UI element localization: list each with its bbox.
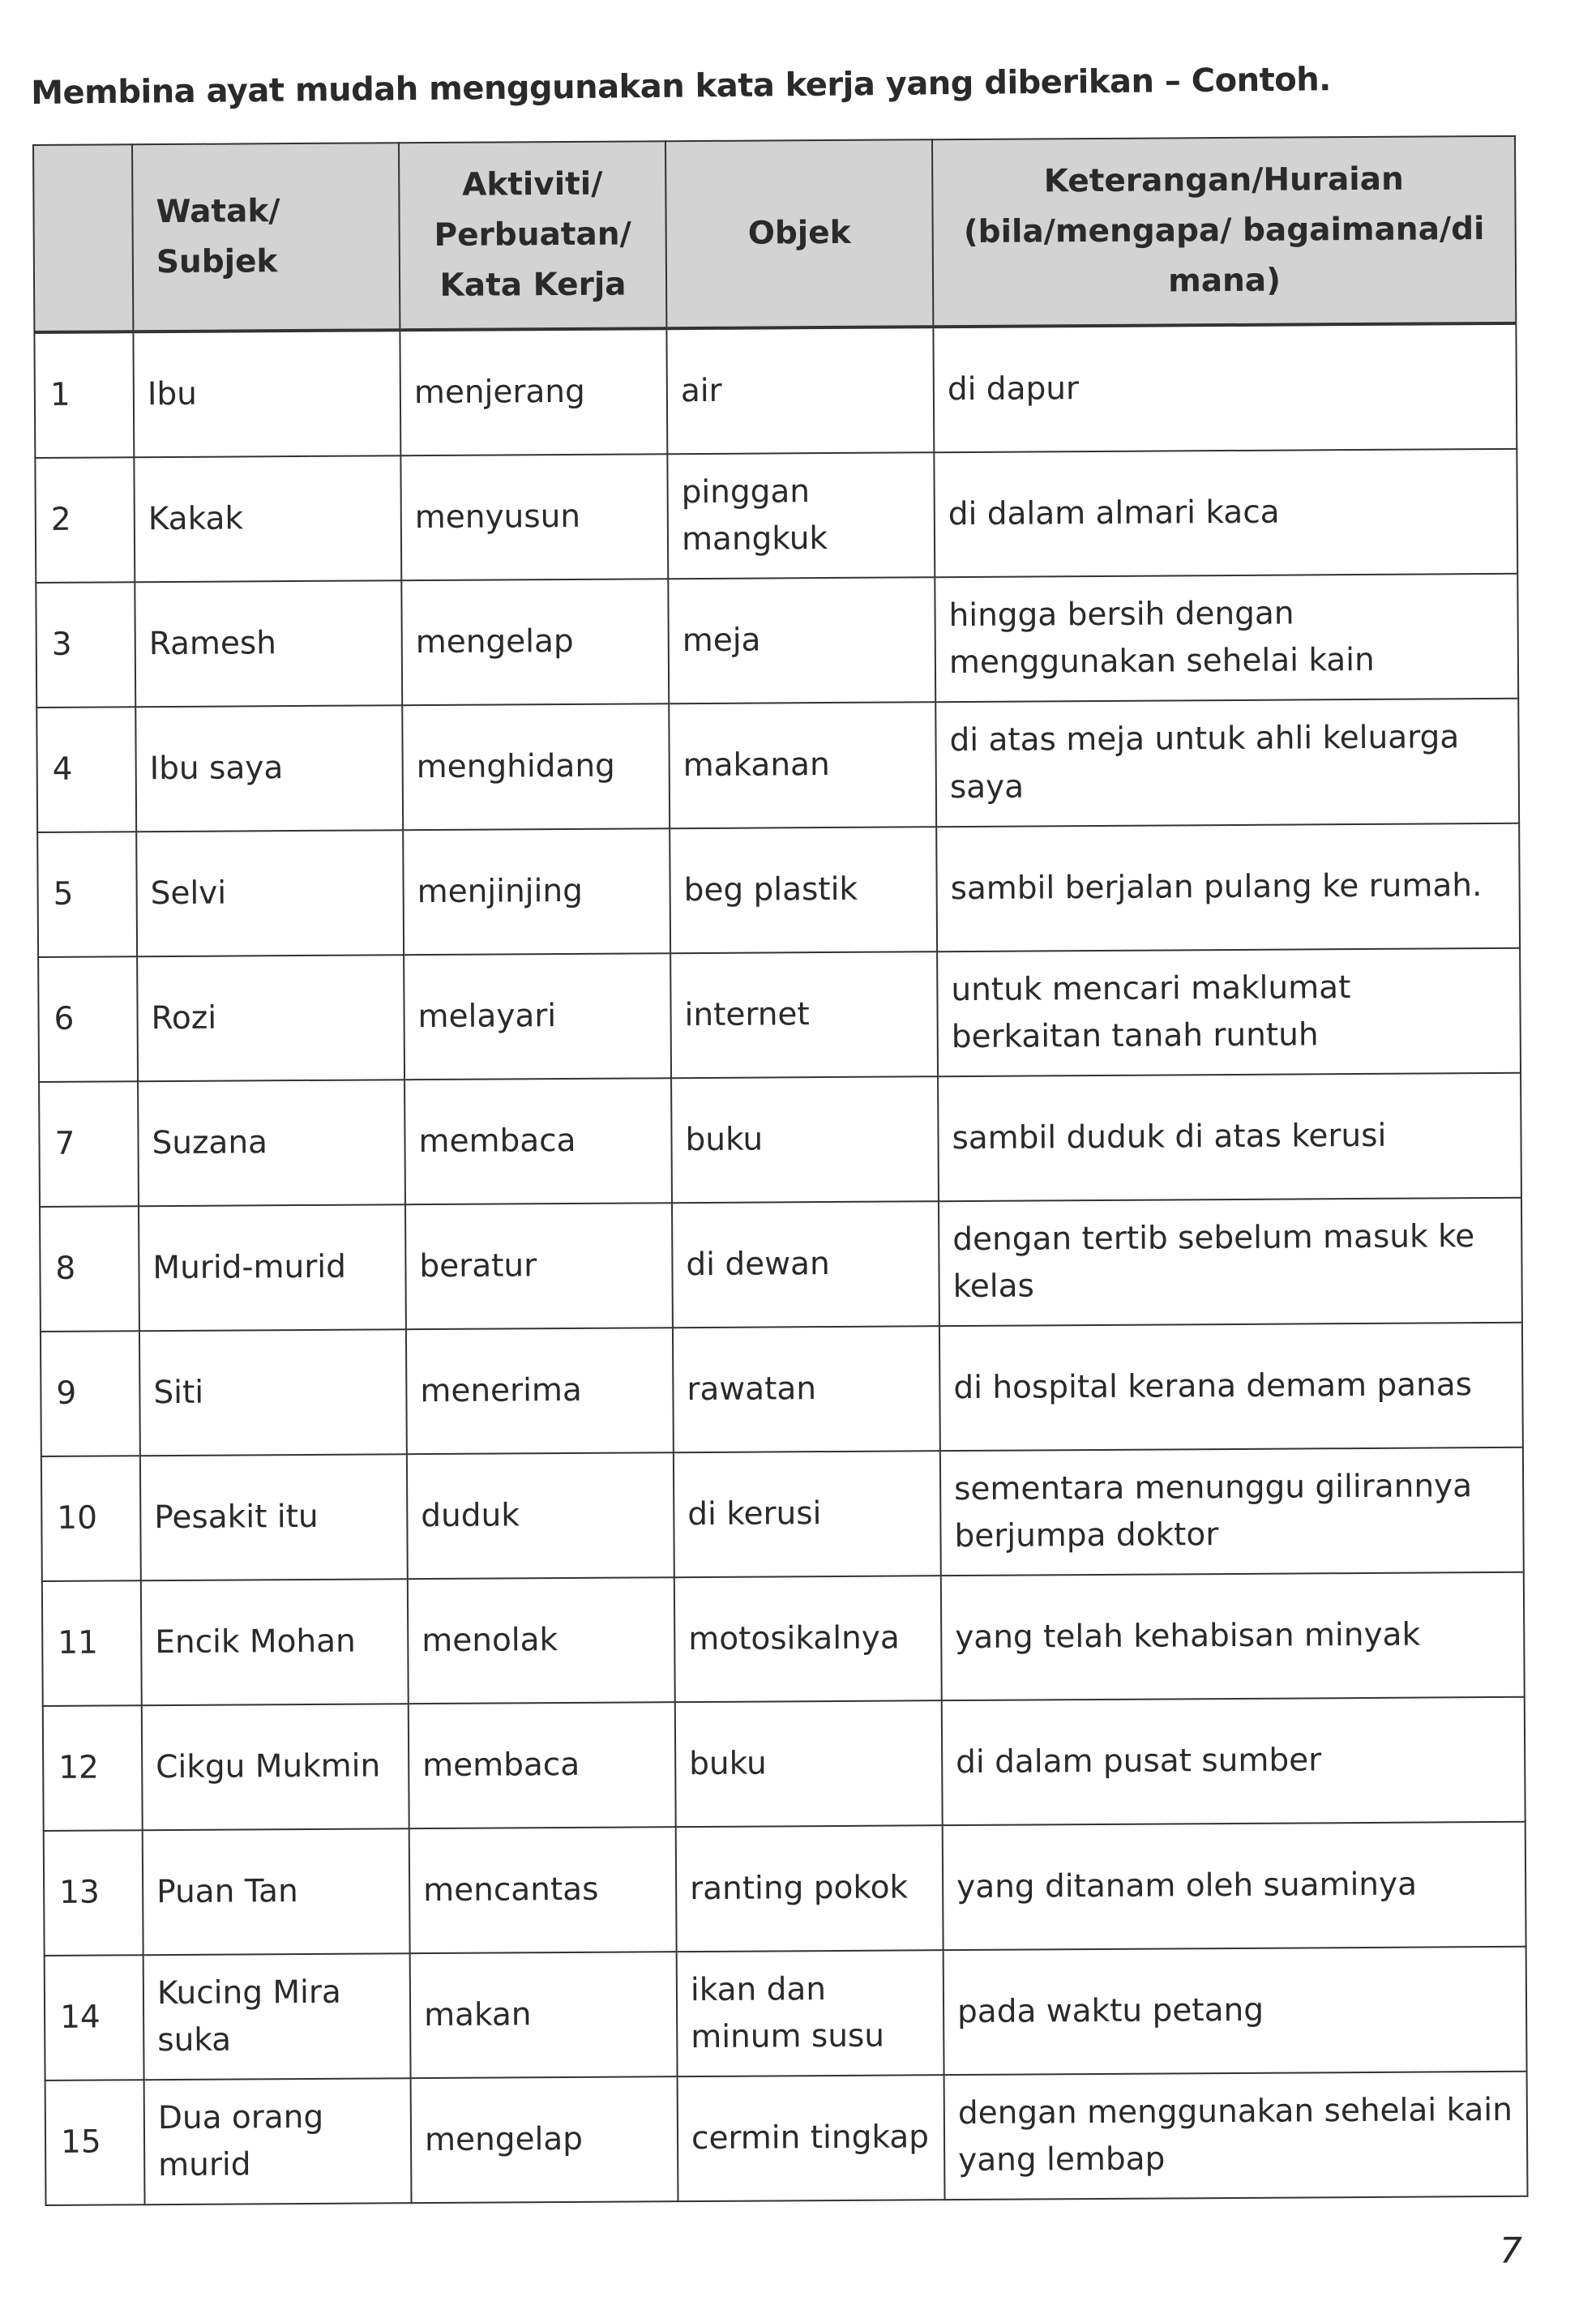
table-row: [42, 1572, 1525, 1706]
object-cell: ranting pokok: [676, 1825, 943, 1952]
row-number-cell: 12: [43, 1705, 143, 1831]
table-row: [39, 1073, 1521, 1207]
description-cell: sementara menunggu gilirannya berjumpa doktor: [940, 1448, 1524, 1576]
table-row: [38, 948, 1521, 1082]
description-cell: hingga bersih dengan menggunakan sehelai kain: [935, 574, 1518, 702]
page-number: 7: [1500, 2230, 1522, 2272]
row-number-cell: 6: [38, 956, 138, 1082]
subject-cell: Selvi: [136, 830, 404, 956]
subject-cell: Kakak: [134, 455, 401, 582]
row-number-cell: 4: [36, 707, 136, 832]
subject-cell: Suzana: [138, 1080, 405, 1206]
object-cell: di kerusi: [674, 1451, 941, 1577]
row-number-cell: 9: [41, 1331, 140, 1456]
verb-cell: mengelap: [411, 2076, 678, 2203]
verb-cell: menjerang: [400, 328, 667, 455]
subject-cell: Puan Tan: [143, 1828, 410, 1955]
object-cell: buku: [675, 1700, 943, 1827]
subject-cell: Cikgu Mukmin: [142, 1704, 409, 1830]
table-row: [36, 699, 1519, 832]
row-number-cell: 3: [36, 582, 135, 708]
description-cell: sambil duduk di atas kerusi: [938, 1073, 1521, 1201]
description-cell: di dapur: [933, 323, 1517, 452]
verb-cell: makan: [410, 1952, 678, 2078]
description-cell: sambil berjalan pulang ke rumah.: [936, 823, 1520, 951]
verb-cell: duduk: [407, 1452, 674, 1579]
object-cell: air: [666, 327, 934, 454]
object-cell: meja: [668, 577, 935, 703]
object-cell: beg plastik: [670, 827, 937, 953]
subject-cell: Ramesh: [135, 580, 402, 707]
description-cell: untuk mencari maklumat berkaitan tanah runtuh: [937, 948, 1521, 1076]
table-row: [41, 1448, 1524, 1581]
row-number-cell: 7: [39, 1081, 139, 1207]
table-row: [40, 1198, 1522, 1332]
verb-cell: mengelap: [401, 579, 669, 705]
table-row: [45, 1947, 1527, 2080]
object-cell: pinggan mangkuk: [667, 452, 935, 579]
subject-cell: Ibu saya: [135, 705, 403, 832]
verb-cell: melayari: [404, 953, 671, 1080]
description-cell: di dalam pusat sumber: [942, 1697, 1525, 1825]
table-row: [45, 2072, 1528, 2205]
table-row: [36, 574, 1518, 708]
header-description: Keterangan/Huraian (bila/mengapa/ bagaimana/di mana): [932, 136, 1516, 327]
table-header-row: [33, 136, 1516, 332]
object-cell: cermin tingkap: [678, 2075, 945, 2201]
description-cell: yang telah kehabisan minyak: [941, 1572, 1525, 1700]
verb-cell: membaca: [409, 1702, 676, 1828]
row-number-cell: 15: [45, 2080, 145, 2205]
object-cell: makanan: [669, 702, 936, 828]
row-number-cell: 1: [34, 331, 134, 458]
verb-sentence-table: [32, 135, 1529, 2206]
verb-cell: menjinjing: [403, 828, 670, 955]
table-row: [43, 1697, 1525, 1831]
header-object: Objek: [665, 139, 933, 328]
verb-cell: menyusun: [400, 454, 668, 580]
row-number-cell: 8: [40, 1206, 139, 1332]
subject-cell: Kucing Mira suka: [143, 1953, 411, 2080]
verb-cell: menerima: [406, 1328, 674, 1454]
description-cell: pada waktu petang: [943, 1947, 1527, 2075]
header-number: [33, 144, 133, 332]
header-subject: Watak/ Subjek: [132, 143, 400, 331]
table-row: [44, 1822, 1526, 1956]
table-row: [37, 823, 1520, 957]
subject-cell: Encik Mohan: [141, 1579, 409, 1705]
verb-cell: mencantas: [409, 1827, 677, 1953]
row-number-cell: 13: [44, 1830, 143, 1956]
table-row: [35, 449, 1517, 583]
row-number-cell: 5: [37, 832, 137, 957]
object-cell: rawatan: [673, 1326, 940, 1452]
description-cell: di hospital kerana demam panas: [939, 1323, 1523, 1451]
description-cell: dengan tertib sebelum masuk ke kelas: [939, 1198, 1522, 1326]
subject-cell: Pesakit itu: [140, 1454, 408, 1580]
object-cell: internet: [670, 951, 938, 1078]
verb-cell: beratur: [405, 1203, 673, 1329]
description-cell: di dalam almari kaca: [934, 449, 1517, 577]
subject-cell: Rozi: [137, 955, 404, 1081]
row-number-cell: 14: [45, 1955, 144, 2080]
object-cell: motosikalnya: [674, 1576, 942, 1702]
object-cell: buku: [671, 1076, 939, 1203]
subject-cell: Dua orang murid: [144, 2078, 412, 2204]
verb-cell: menolak: [408, 1577, 675, 1704]
description-cell: yang ditanam oleh suaminya: [943, 1822, 1526, 1950]
object-cell: ikan dan minum susu: [677, 1950, 944, 2076]
row-number-cell: 10: [41, 1456, 141, 1581]
description-cell: dengan menggunakan sehelai kain yang lembap: [944, 2072, 1528, 2200]
object-cell: di dewan: [672, 1201, 939, 1328]
table-row: [34, 323, 1517, 458]
description-cell: di atas meja untuk ahli keluarga saya: [935, 699, 1519, 827]
subject-cell: Siti: [139, 1329, 407, 1456]
subject-cell: Murid-murid: [139, 1204, 406, 1331]
header-verb: Aktiviti/ Perbuatan/ Kata Kerja: [399, 141, 666, 330]
row-number-cell: 11: [42, 1580, 142, 1706]
verb-cell: membaca: [404, 1078, 672, 1204]
verb-cell: menghidang: [402, 703, 670, 830]
subject-cell: Ibu: [133, 330, 400, 457]
page-title: Membina ayat mudah menggunakan kata kerja yang diberikan – Contoh.: [31, 61, 1332, 112]
table-row: [41, 1323, 1523, 1456]
row-number-cell: 2: [35, 457, 135, 583]
